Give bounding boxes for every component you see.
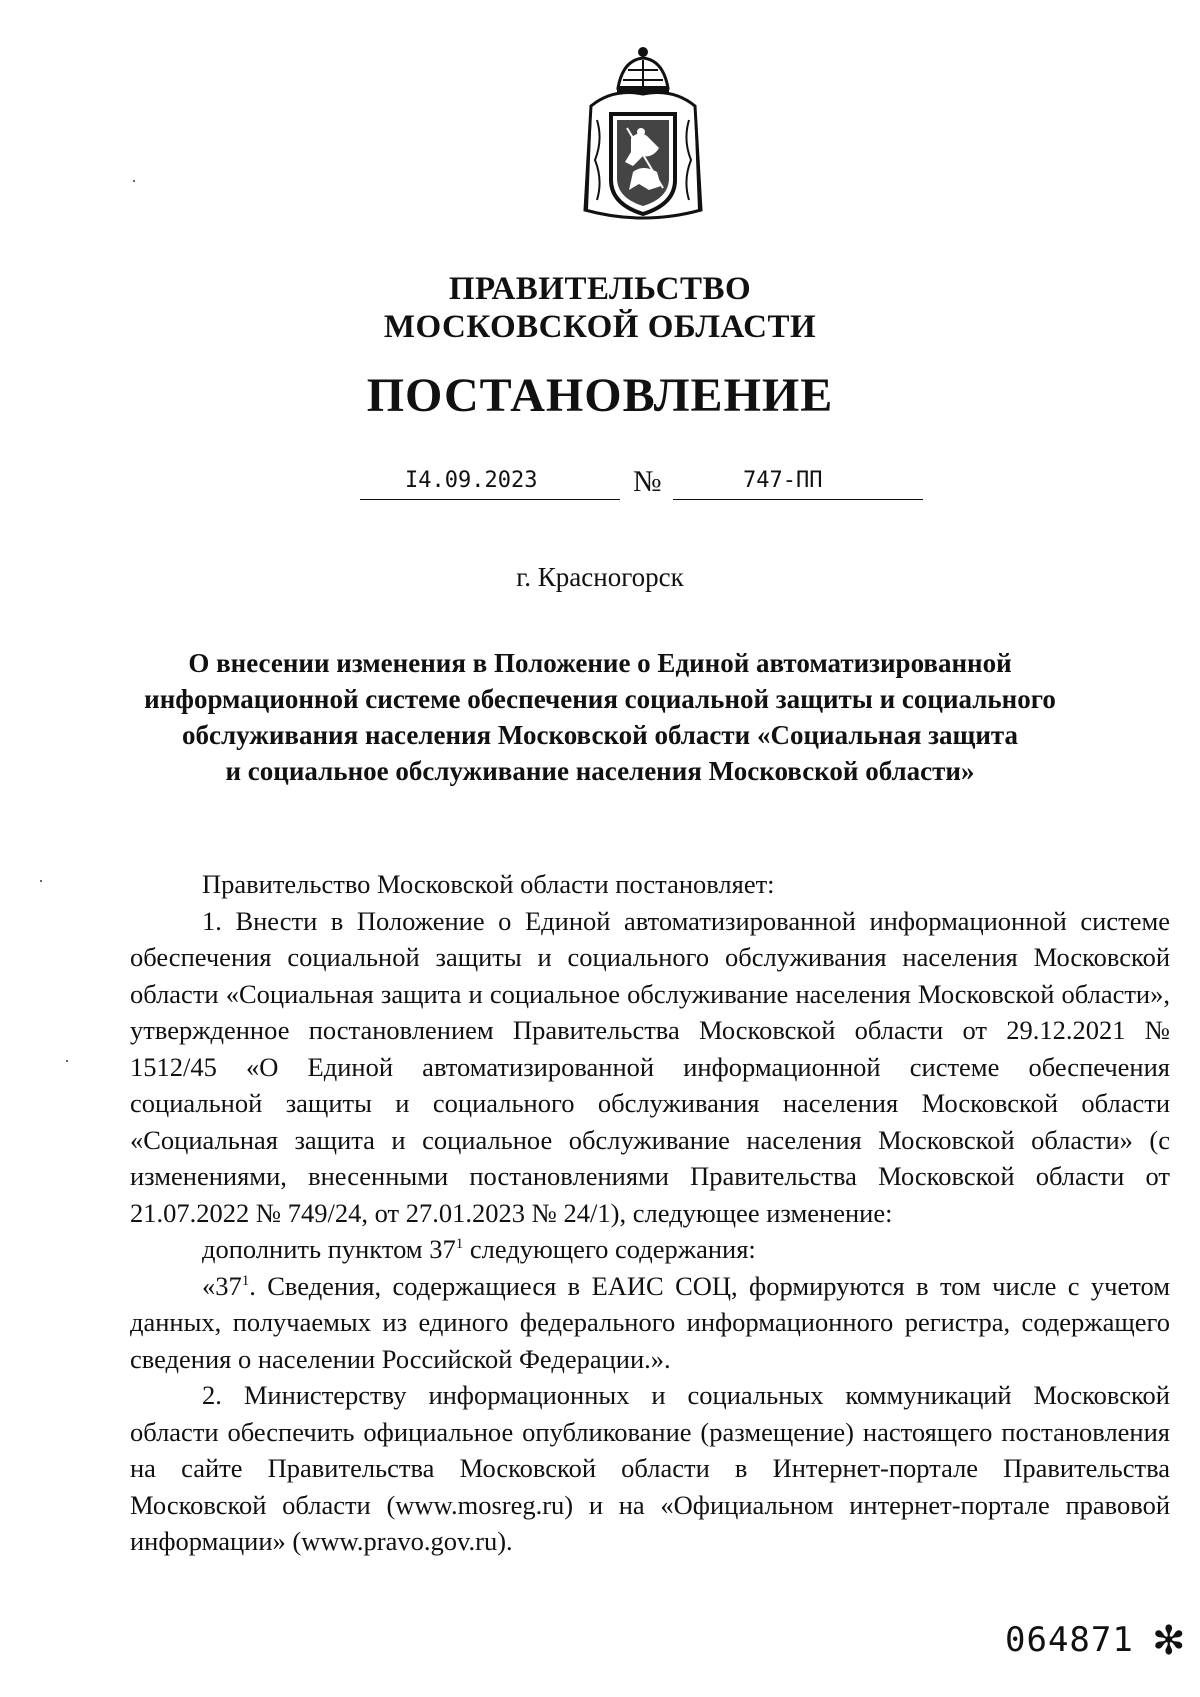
document-number: 747-ПП: [673, 464, 923, 500]
government-name-line-2: МОСКОВСКОЙ ОБЛАСТИ: [383, 309, 817, 345]
document-city: г. Красногорск: [516, 562, 684, 592]
title-line: и социальное обслуживание населения Московской области»: [225, 756, 975, 786]
scan-speck: [66, 1060, 68, 1062]
government-name-line-1: ПРАВИТЕЛЬСТВО: [448, 271, 752, 307]
superscript: 1: [241, 1272, 250, 1289]
title-line: О внесении изменения в Положение о Единой автоматизированной: [188, 648, 1012, 678]
document-type: ПОСТАНОВЛЕНИЕ: [366, 369, 834, 422]
paragraph-2: [130, 1231, 1170, 1268]
intro-paragraph: Правительство Московской области постановляет:: [202, 869, 775, 899]
paragraph-3: [130, 1268, 1170, 1378]
coat-of-arms-emblem: [573, 40, 713, 230]
document-body: [130, 866, 1170, 1560]
number-sign: №: [633, 465, 662, 498]
scan-speck: [133, 180, 135, 182]
asterisk-mark: ✻: [1152, 1618, 1186, 1664]
document-title: [130, 645, 1070, 789]
paragraph-3-text-end: . Сведения, содержащиеся в ЕАИС СОЦ, формируются в том числе с учетом данных, получаемых из единого федерального информационного регистра, содержащего сведения о населении Российской Федерации.».: [130, 1270, 1170, 1374]
paragraph-1: 1. Внести в Положение о Единой автоматизированной информационной системе обеспечения социальной защиты и социального обслуживания населения Московской области «Социальная защита и социальное обслуживание населения Московской области», утвержденное постановлением Правительства Московской области от 29.12.2021 № 1512/45 «О Единой автоматизированной информационной системе обеспечения социальной защиты и социального обслуживания населения Московской области «Социальная защита и социальное обслуживание населения Московской области» (с изменениями, внесенными постановлениями Правительства Московской области от 21.07.2022 № 749/24, от 27.01.2023 № 24/1), следующее изменение:: [130, 905, 1170, 1228]
serial-number: 064871: [1005, 1620, 1134, 1660]
superscript: 1: [455, 1236, 464, 1252]
paragraph-4: 2. Министерству информационных и социальных коммуникаций Московской области обеспечить официальное опубликование (размещение) настоящего постановления на сайте Правительства Московской области в Интернет-портале Правительства Московской области (www.mosreg.ru) и на «Официальном интернет-портале правовой информации» (www.pravo.gov.ru).: [130, 1380, 1170, 1556]
paragraph-2-text: дополнить пунктом 37: [202, 1234, 456, 1264]
title-line: информационной системе обеспечения социальной защиты и социального: [144, 684, 1056, 714]
title-line: обслуживания населения Московской области «Социальная защита: [182, 720, 1018, 750]
scan-speck: [40, 880, 42, 882]
paragraph-3-text: «37: [202, 1270, 242, 1301]
paragraph-2-text-end: следующего содержания:: [463, 1234, 756, 1264]
document-date: I4.09.2023: [360, 464, 620, 500]
